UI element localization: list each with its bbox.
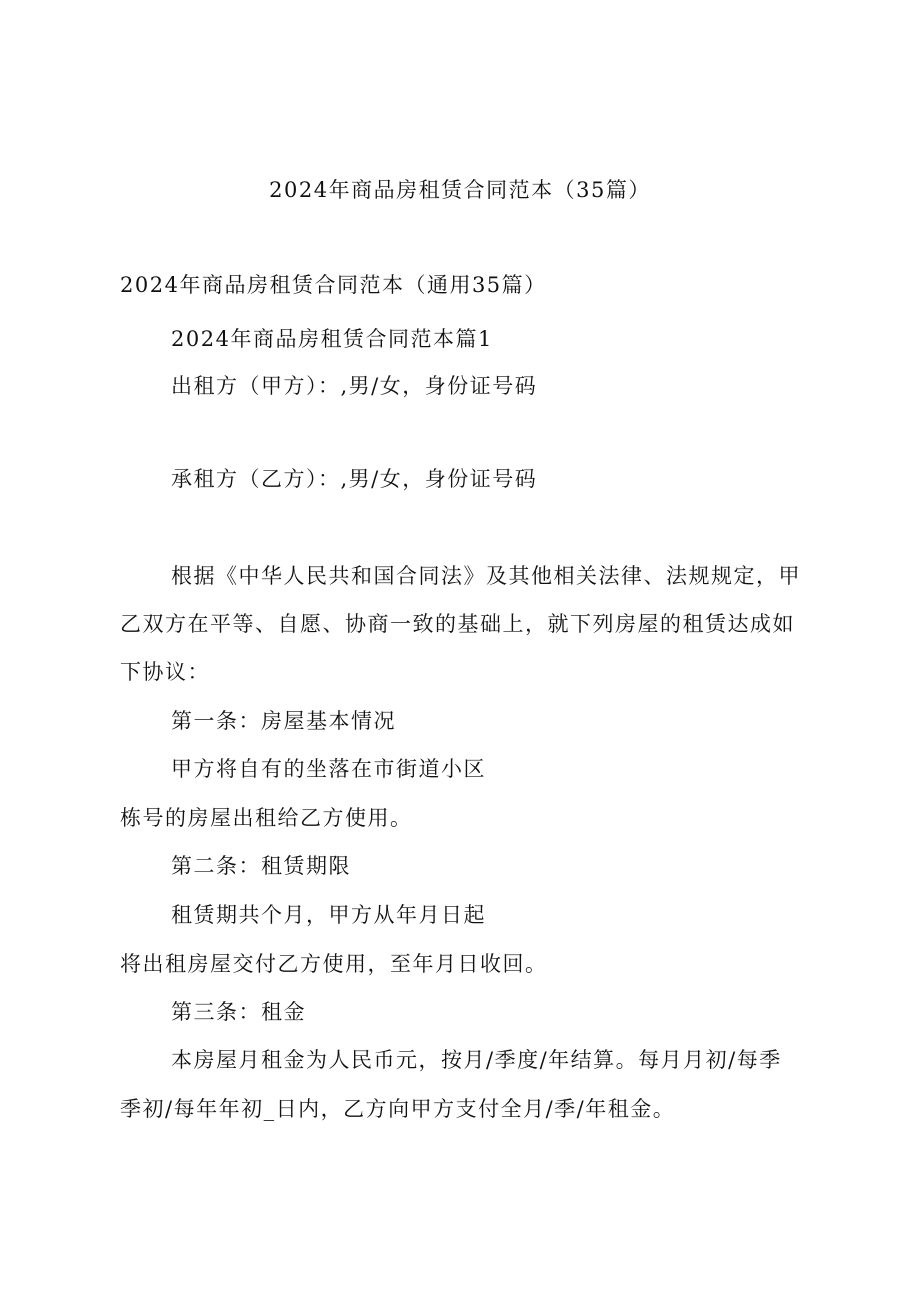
section-heading: 2024年商品房租赁合同范本篇1	[171, 327, 493, 351]
article-1-text-1: 甲方将自有的坐落在市街道小区	[171, 757, 486, 781]
lessee-line: 承租方（乙方）：,男/女，身份证号码	[171, 467, 538, 491]
article-3-heading: 第三条：租金	[171, 1000, 306, 1024]
article-1-heading: 第一条：房屋基本情况	[171, 709, 396, 733]
article-2-text-1: 租赁期共个月，甲方从年月日起	[171, 903, 486, 927]
article-2-text-2: 将出租房屋交付乙方使用，至年月日收回。	[120, 952, 548, 976]
article-2-heading: 第二条：租赁期限	[171, 854, 351, 878]
preamble-line-3: 下协议：	[120, 660, 210, 684]
preamble-line-1: 根据《中华人民共和国合同法》及其他相关法律、法规规定，甲	[171, 564, 801, 588]
article-1-text-2: 栋号的房屋出租给乙方使用。	[120, 806, 413, 830]
lessor-line: 出租方（甲方）：,男/女，身份证号码	[171, 374, 538, 398]
preamble-line-2: 乙双方在平等、自愿、协商一致的基础上，就下列房屋的租赁达成如	[120, 612, 795, 636]
article-3-text-2: 季初/每年年初_日内，乙方向甲方支付全月/季/年租金。	[120, 1097, 676, 1121]
document-subtitle: 2024年商品房租赁合同范本（通用35篇）	[120, 273, 547, 297]
article-3-text-1: 本房屋月租金为人民币元，按月/季度/年结算。每月月初/每季	[171, 1048, 782, 1072]
document-title: 2024年商品房租赁合同范本（35篇）	[269, 178, 651, 202]
